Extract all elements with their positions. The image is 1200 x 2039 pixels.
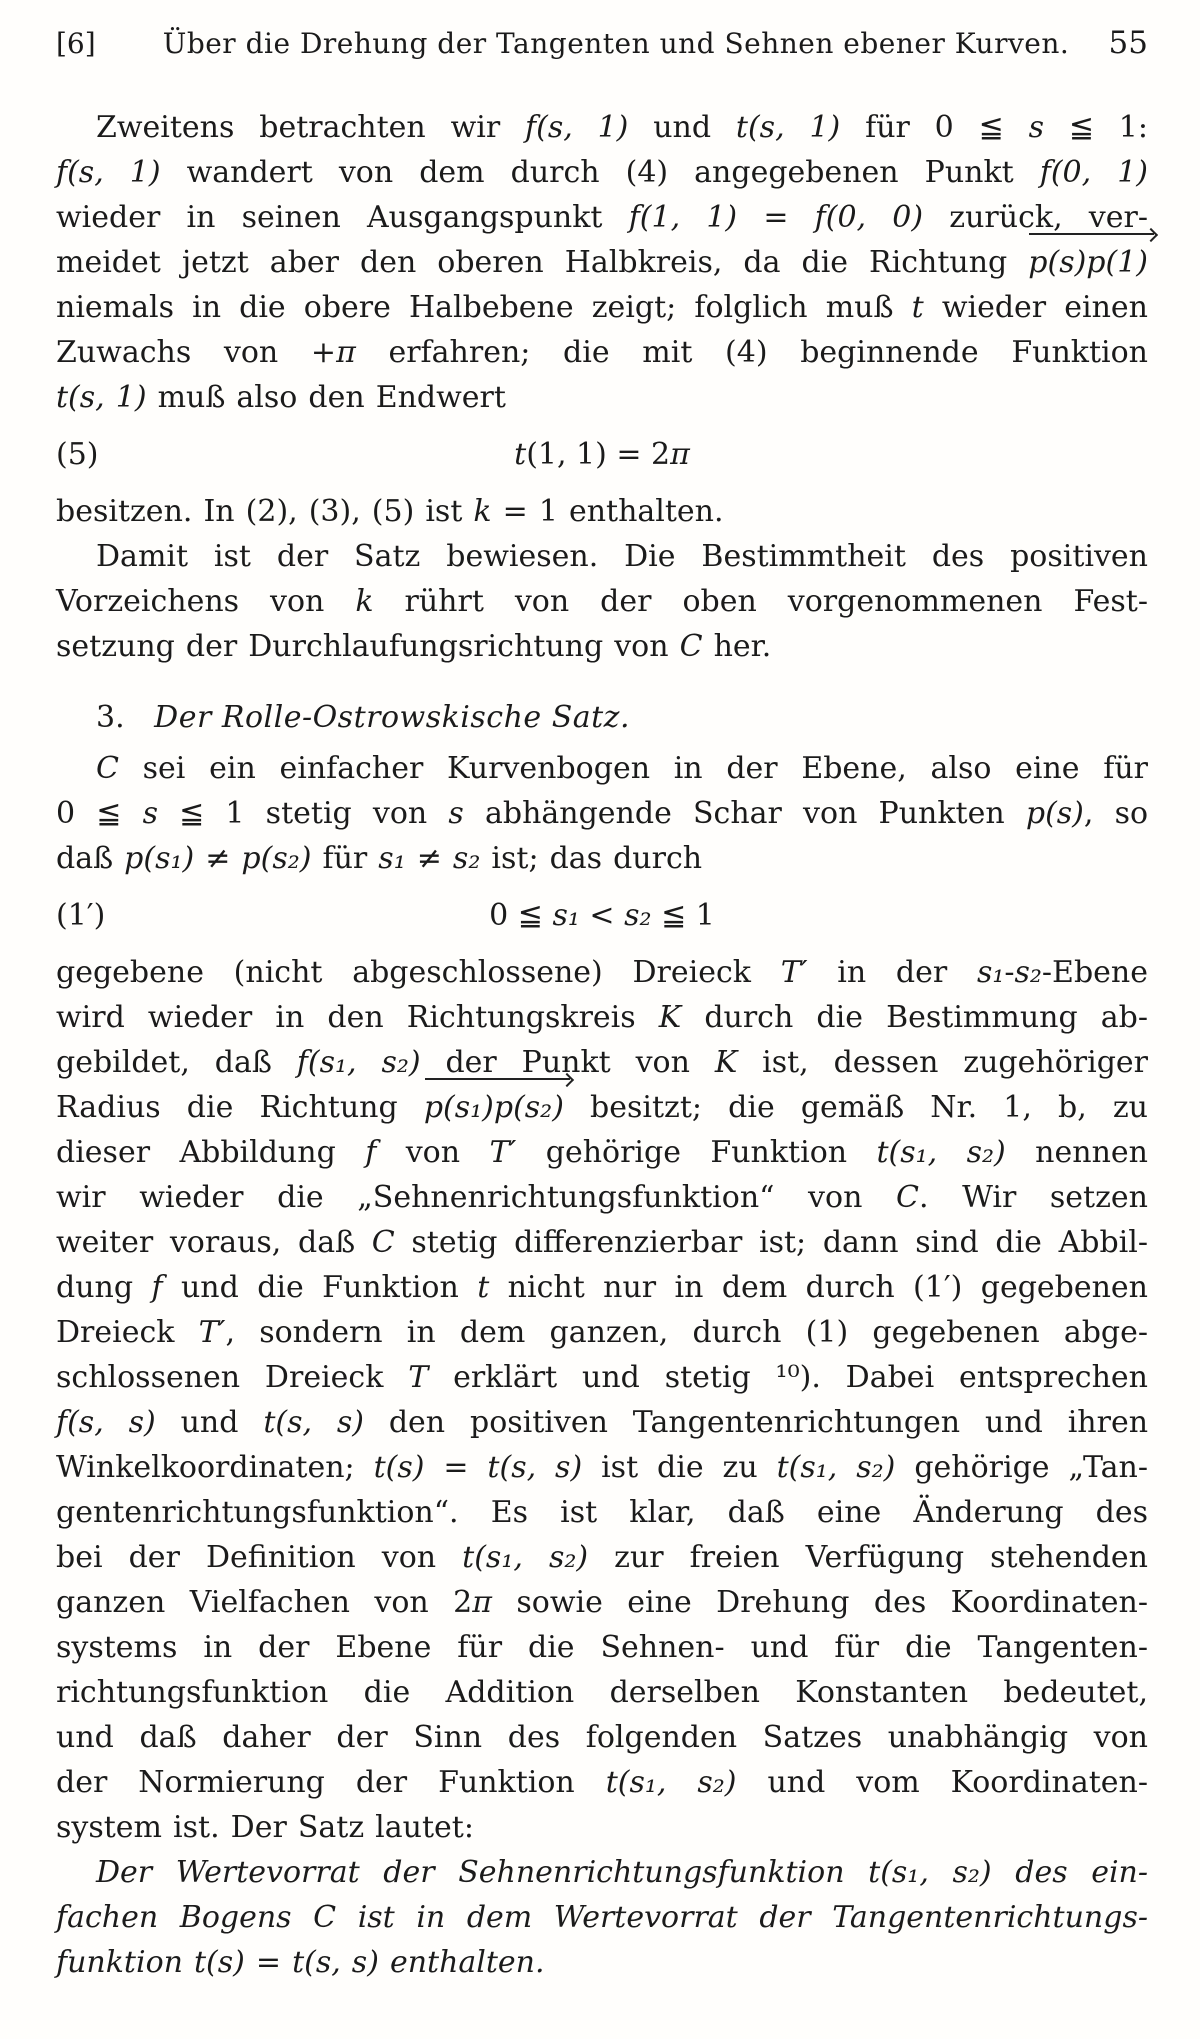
text-run: t(s) = t(s, s) (373, 1450, 583, 1485)
text-line (56, 950, 1148, 995)
text-run: (1, 1) = 2 (526, 437, 671, 472)
equation-tag: (1′) (56, 898, 106, 933)
page-number: 55 (1108, 25, 1148, 61)
paragraph-kurvenbogen (56, 746, 1148, 881)
text-run: f(0, 1) (1039, 155, 1148, 190)
text-run: π (670, 437, 690, 472)
text-run: wieder in seinen Ausgangspunkt (56, 200, 629, 235)
text-run: Dreieck (56, 1315, 199, 1350)
text-run: , so (1083, 796, 1149, 831)
text-line (56, 195, 1148, 240)
text-run: C (679, 629, 703, 664)
text-run: s (1028, 110, 1044, 145)
text-run: s₁ (976, 955, 1005, 990)
text-line (56, 1085, 1148, 1130)
text-run: von (376, 1135, 490, 1170)
text-run: des ein- (991, 1855, 1149, 1890)
text-run: gebildet, daß (56, 1045, 297, 1080)
text-run: = 1 enthalten. (491, 494, 724, 529)
text-run: und (628, 110, 736, 145)
text-run: t(s, 1) (735, 110, 841, 145)
text-run: gehörige Funktion (516, 1135, 877, 1170)
text-line (56, 579, 1148, 624)
text-run: f (365, 1135, 377, 1170)
text-run: ist; das durch (480, 841, 703, 876)
text-line (56, 836, 1148, 881)
text-run: richtungsfunktion die Addition derselben Konstanten bedeutet, (56, 1675, 1148, 1710)
text-line (56, 1040, 1148, 1085)
text-run: erklärt und stetig ¹⁰). Dabei entsprechen (428, 1360, 1148, 1395)
text-run: 0 ≦ (56, 796, 143, 831)
paragraph-gegebene (56, 950, 1148, 1850)
text-run: weiter voraus, daß (56, 1225, 372, 1260)
equation-formula (148, 432, 1056, 477)
text-run: f(s, 1) (525, 110, 629, 145)
text-run: t(s₁, s₂) (868, 1855, 992, 1890)
text-run: k (355, 584, 374, 619)
text-line (56, 105, 1148, 150)
text-line (56, 1535, 1148, 1580)
text-run: s₂ (624, 898, 652, 933)
text-run: t(s₁, s₂) (462, 1540, 589, 1575)
vector-overline-arrow: p(s₁)p(s₂) (424, 1085, 564, 1130)
text-run: p(s) (1025, 796, 1084, 831)
text-run: C (895, 1180, 919, 1215)
paragraph-zweitens (56, 105, 1148, 420)
text-run: s (142, 796, 158, 831)
text-run: gentenrichtungsfunktion“. Es ist klar, daß eine Änderung des (56, 1495, 1148, 1530)
text-run: für 0 ≦ (840, 110, 1029, 145)
text-run: wird wieder in den Richtungskreis (56, 1000, 659, 1035)
text-run: systems in der Ebene für die Sehnen- und für die Tangenten- (56, 1630, 1148, 1665)
running-title: Über die Drehung der Tangenten und Sehnen ebener Kurven. (162, 27, 1070, 60)
text-run: C (371, 1225, 395, 1260)
text-line (56, 489, 1148, 534)
display-equation-5 (56, 432, 1148, 477)
article-reference-number: [6] (56, 27, 96, 60)
text-run: wieder einen (923, 290, 1148, 325)
text-run: . Wir setzen (918, 1180, 1148, 1215)
text-run: funktion (56, 1945, 194, 1980)
text-line (56, 1310, 1148, 1355)
text-run: T′ (198, 1315, 226, 1350)
text-run: t (477, 1270, 490, 1305)
text-line (56, 1805, 1148, 1850)
text-run: π (336, 335, 356, 370)
text-run: wir wieder die „Sehnenrichtungsfunktion“ von (56, 1180, 896, 1215)
text-line (56, 624, 1148, 669)
text-run: ist, dessen zugehöriger (737, 1045, 1148, 1080)
text-run: schlossenen Dreieck (56, 1360, 409, 1395)
text-run: der Punkt von (420, 1045, 715, 1080)
paragraph-damit (56, 534, 1148, 669)
text-run: ≦ 1 (651, 898, 715, 933)
text-run: dieser Abbildung (56, 1135, 366, 1170)
text-line (56, 534, 1148, 579)
text-run: stetig differenzierbar ist; dann sind die Abbil- (394, 1225, 1148, 1260)
text-run: T′ (489, 1135, 517, 1170)
text-run: besitzen. In (2), (3), (5) ist (56, 494, 474, 529)
text-line (56, 746, 1148, 791)
section-heading (56, 695, 1148, 740)
text-line (56, 1265, 1148, 1310)
text-run: Zuwachs von + (56, 335, 337, 370)
text-run: t (911, 290, 924, 325)
text-run: und vom Koordinaten- (736, 1765, 1148, 1800)
text-run: sowie eine Drehung des Koordinaten- (491, 1585, 1148, 1620)
text-run: t(s₁, s₂) (776, 1450, 896, 1485)
text-run: t (514, 437, 527, 472)
equation-tag: (5) (56, 437, 99, 472)
vector-overline-arrow: p(s)p(1) (1028, 240, 1148, 285)
text-run: abhängende Schar von Punkten (463, 796, 1026, 831)
text-run: fachen Bogens (56, 1900, 314, 1935)
text-line (56, 1490, 1148, 1535)
equation-formula (148, 893, 1056, 938)
text-run: daß (56, 841, 125, 876)
text-run: system ist. Der Satz lautet: (56, 1810, 474, 1845)
text-run: Vorzeichens von (56, 584, 356, 619)
text-run: enthalten. (378, 1945, 545, 1980)
text-run: ist in dem Wertevorrat der Tangentenrichtungs- (336, 1900, 1148, 1935)
text-run: den positiven Tangentenrichtungen und ihren (363, 1405, 1149, 1440)
text-line (56, 1670, 1148, 1715)
text-run: sei ein einfacher Kurvenbogen in der Ebene, also eine für (118, 751, 1148, 786)
text-run: C (313, 1900, 337, 1935)
text-line (56, 375, 1148, 420)
display-equation-1-prime (56, 893, 1148, 938)
text-line (56, 1850, 1148, 1895)
text-line (56, 285, 1148, 330)
text-run: Winkelkoordinaten; (56, 1450, 374, 1485)
text-line (56, 1940, 1148, 1985)
text-run: nicht nur in dem durch (1′) gegebenen (489, 1270, 1149, 1305)
text-run: gehörige „Tan- (895, 1450, 1148, 1485)
section-number: 3. (96, 700, 125, 735)
text-run: , sondern in dem ganzen, durch (1) gegebenen abge- (225, 1315, 1149, 1350)
text-run: p(s₁) ≠ p(s₂) (124, 841, 312, 876)
text-run: t(s, s) (263, 1405, 364, 1440)
text-line (56, 330, 1148, 375)
text-line (56, 995, 1148, 1040)
text-run: muß also den Endwert (146, 380, 506, 415)
text-run: Damit ist der Satz bewiesen. Die Bestimmtheit des positiven (96, 539, 1148, 574)
text-line (56, 1355, 1148, 1400)
text-run: zurück, ver- (923, 200, 1148, 235)
text-run: her. (702, 629, 772, 664)
text-run: t(s₁, s₂) (605, 1765, 737, 1800)
text-run: - (1004, 955, 1015, 990)
arrow-overline-icon (425, 1078, 570, 1080)
text-run: und daß daher der Sinn des folgenden Satzes unabhängig von (56, 1720, 1148, 1755)
text-run: K (658, 1000, 682, 1035)
text-run: s₁ (552, 898, 580, 933)
text-line (56, 150, 1148, 195)
text-line (56, 240, 1148, 285)
text-run: f(1, 1) = f(0, 0) (628, 200, 924, 235)
theorem-paragraph (56, 1850, 1148, 1985)
text-run: nennen (1005, 1135, 1148, 1170)
text-run: dung (56, 1270, 152, 1305)
text-run: ganzen Vielfachen von 2 (56, 1585, 473, 1620)
text-run: gegebene (nicht abgeschlossene) Dreieck (56, 955, 781, 990)
text-line (56, 1445, 1148, 1490)
text-run: < (579, 898, 625, 933)
text-run: wandert von dem durch (4) angegebenen Punkt (160, 155, 1040, 190)
text-run: s (448, 796, 464, 831)
text-run: und (155, 1405, 264, 1440)
section-title: Der Rolle-Ostrowskische Satz. (154, 700, 631, 735)
text-run: K (714, 1045, 738, 1080)
text-run: -Ebene (1041, 955, 1148, 990)
text-run: f (151, 1270, 163, 1305)
text-run: und die Funktion (162, 1270, 478, 1305)
text-run: bei der Definition von (56, 1540, 463, 1575)
text-run: Der Wertevorrat der Sehnenrichtungsfunktion (96, 1855, 869, 1890)
text-line (56, 1175, 1148, 1220)
text-line (56, 1715, 1148, 1760)
arrow-overline-icon (1029, 233, 1154, 235)
page-header (56, 26, 1148, 61)
text-line (56, 1625, 1148, 1670)
text-run: ist die zu (582, 1450, 777, 1485)
text-run: T (408, 1360, 429, 1395)
text-run: f(s₁, s₂) (296, 1045, 421, 1080)
text-run: niemals in die obere Halbebene zeigt; folglich muß (56, 290, 912, 325)
text-run: k (473, 494, 492, 529)
text-line (56, 1130, 1148, 1175)
text-run: rührt von der oben vorgenommenen Fest- (373, 584, 1148, 619)
text-run: besitzt; die gemäß Nr. 1, b, zu (563, 1090, 1148, 1125)
text-run: erfahren; die mit (4) beginnende Funktion (355, 335, 1148, 370)
text-run: s₂ (1014, 955, 1042, 990)
text-run: zur freien Verfügung stehenden (588, 1540, 1148, 1575)
text-run: f(s, s) (56, 1405, 156, 1440)
text-run: π (472, 1585, 492, 1620)
text-run: t(s) = t(s, s) (194, 1945, 379, 1980)
text-run: für (311, 841, 379, 876)
page-body (56, 105, 1148, 1985)
text-run: Zweitens betrachten wir (96, 110, 526, 145)
text-line (56, 1895, 1148, 1940)
text-run: t(s, 1) (56, 380, 147, 415)
text-run: meidet jetzt aber den oberen Halbkreis, da die Richtung (56, 245, 1029, 280)
text-line (56, 1220, 1148, 1265)
text-line (56, 1400, 1148, 1445)
text-run: f(s, 1) (56, 155, 161, 190)
text-line (56, 1760, 1148, 1805)
text-run: T′ (780, 955, 808, 990)
text-run: t(s₁, s₂) (876, 1135, 1006, 1170)
text-run: s₁ ≠ s₂ (378, 841, 481, 876)
text-run: C (96, 751, 119, 786)
text-run: Radius die Richtung (56, 1090, 424, 1125)
text-line (56, 1580, 1148, 1625)
text-run: 0 ≦ (489, 898, 553, 933)
paragraph-besitzen (56, 489, 1148, 534)
text-run: der Normierung der Funktion (56, 1765, 606, 1800)
text-run: durch die Bestimmung ab- (681, 1000, 1149, 1035)
text-line (56, 791, 1148, 836)
text-run: ≦ 1: (1044, 110, 1149, 145)
text-run: ≦ 1 stetig von (157, 796, 449, 831)
text-run: in der (807, 955, 977, 990)
text-run: setzung der Durchlaufungsrichtung von (56, 629, 680, 664)
